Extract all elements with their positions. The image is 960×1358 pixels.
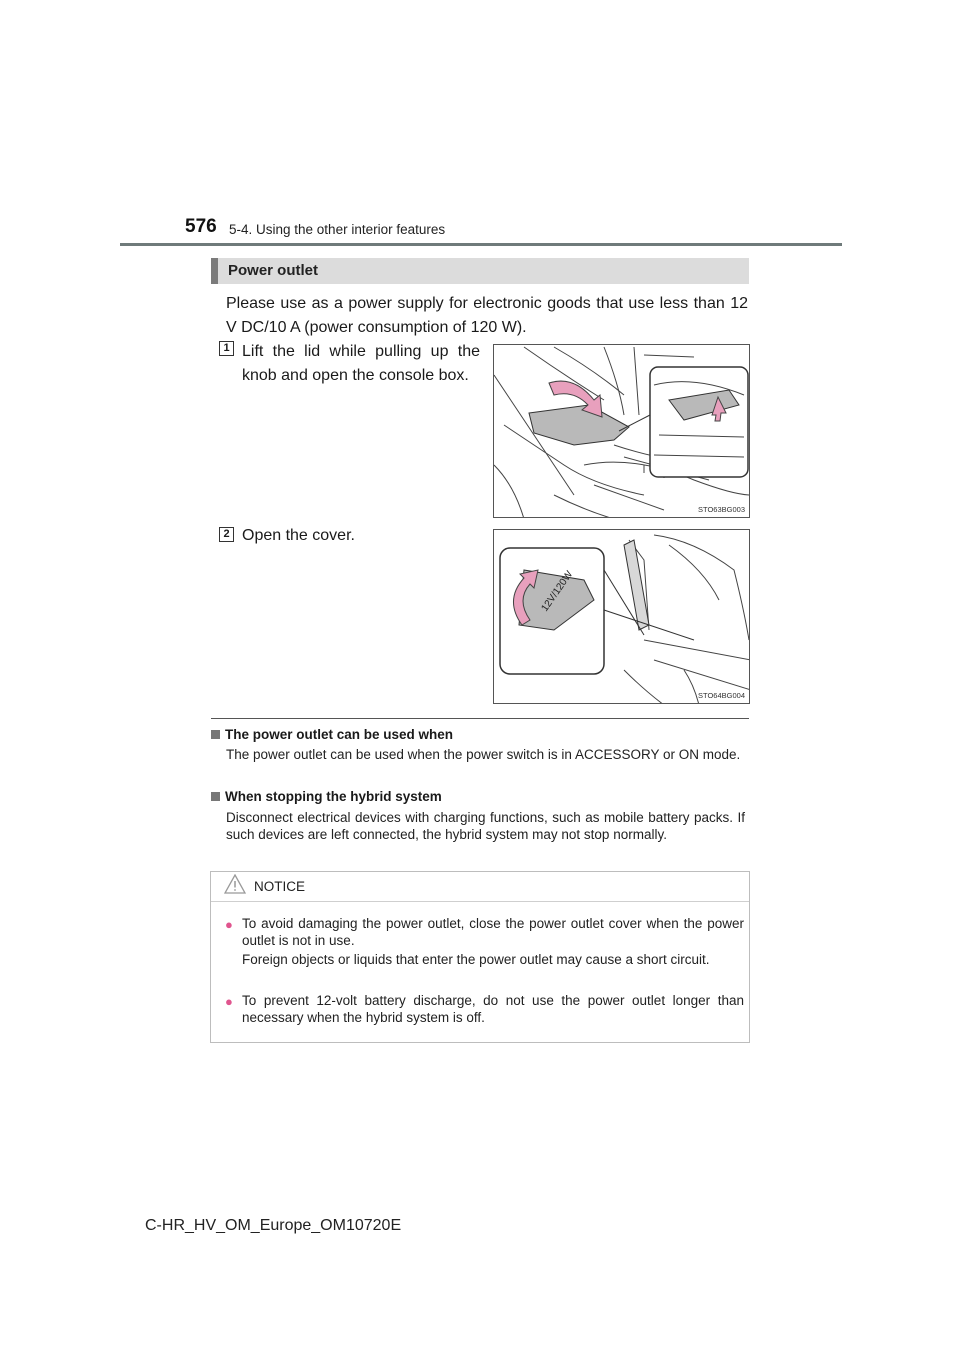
divider [211,718,749,719]
notice-bullet-2 [225,993,233,1011]
intro-paragraph: Please use as a power supply for electronic goods that use less than 12 V DC/10 A (power consumption of 120 W). [226,295,748,336]
notice-item-1: To avoid damaging the power outlet, close the power outlet cover when the power outlet is not in use. [242,916,744,948]
figure-code: STO63BG003 [698,505,745,514]
note-title-2: When stopping the hybrid system [211,789,442,804]
note-title-1: The power outlet can be used when [211,727,453,742]
document-id-footer: C-HR_HV_OM_Europe_OM10720E [145,1217,402,1234]
section-heading [211,258,749,284]
square-bullet-icon [211,792,220,801]
circle-bullet-icon: ● [225,994,233,1009]
step-number-2: 2 [219,527,234,542]
header-rule [120,243,842,246]
circle-bullet-icon: ● [225,917,233,932]
notice-item-2: To prevent 12-volt battery discharge, do not use the power outlet longer than necessary when the hybrid system is off. [242,993,744,1025]
warning-triangle-icon [224,874,246,894]
notice-bullet-1 [225,916,233,934]
figure-console-box [493,344,750,518]
notice-rule [211,901,749,902]
power-outlet-cover-illustration [494,530,750,704]
notice-label: NOTICE [254,879,306,894]
step-text-2: Open the cover. [242,527,355,544]
section-title: 5-4. Using the other interior features [229,222,446,237]
section-heading-text: Power outlet [228,262,319,279]
cover-label: 12V/120W [539,569,576,614]
figure-code: STO64BG004 [698,691,745,700]
console-box-illustration [494,345,750,518]
step-number-1: 1 [219,341,234,356]
square-bullet-icon [211,730,220,739]
note-body-2: Disconnect electrical devices with charging functions, such as mobile battery packs. If such devices are left connected, the hybrid system may not stop normally. [226,810,745,842]
notice-item-1-continued: Foreign objects or liquids that enter the power outlet may cause a short circuit. [242,952,710,967]
note-body-1: The power outlet can be used when the power switch is in ACCESSORY or ON mode. [226,747,741,762]
figure-power-outlet-cover [493,529,750,704]
step-text-1: Lift the lid while pulling up the knob and open the console box. [242,343,480,384]
page-number: 576 [185,216,217,237]
